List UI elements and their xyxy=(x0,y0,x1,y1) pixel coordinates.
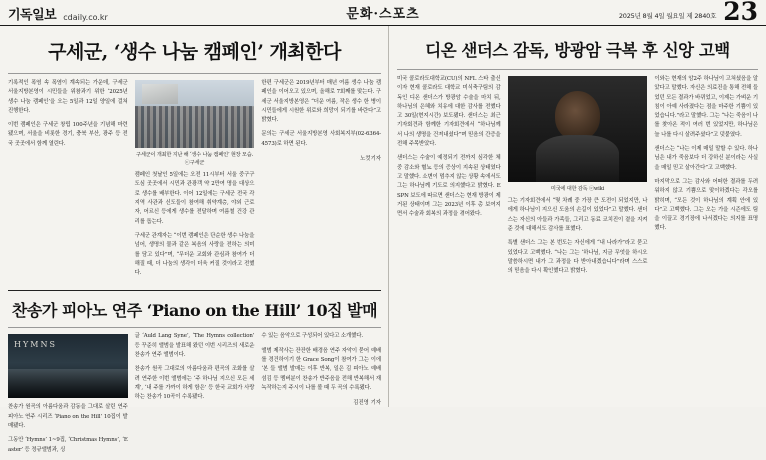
bottom-article-headline: 찬송가 피아노 연주 ‘Piano on the Hill’ 10집 발매 xyxy=(11,301,378,321)
byline: 노컷기자 xyxy=(360,156,382,163)
photo-caption: 구세군이 개최한 지난 해 ‘생수 나눔 캠페인’ 현장 모습. ⓒ구세군 xyxy=(136,152,253,167)
paragraph: 기록적인 폭염 속 폭염이 계속되는 가운데, 구세군 서울지방본영이 시민들을 위참과기 위한 ‘2025년 생수 나눔 캠페인’을 오는 5일과 12일 양일에 걸쳐 진행한다. xyxy=(8,80,128,114)
section-title: 문화·스포츠 xyxy=(346,7,420,22)
paragraph: 미국 콜로라도대학교(CU)의 NFL 스타 출신이자 현재 콜로라도 대학교 미식축구팀의 감독인 디온 샌더스가 방광암 수술을 마치 뒤, 하나님의 은혜와 치유에 대한 감사를 전했다고 30일(현지시간) 보도됐다. 샌더스는 최근 기자회견과 함께한 기자회견에서 “하나님께서 나의 생명을 건져내셨다”며 믿음의 간증을 전해 주목받았다. xyxy=(397,76,501,148)
main-article-headline: 구세군, ‘생수 나눔 캠페인’ 개최한다 xyxy=(48,41,341,63)
campaign-photo xyxy=(135,80,255,148)
divider xyxy=(8,73,381,74)
right-article-headline: 디온 샌더스 감독, 방광암 극복 후 신앙 고백 xyxy=(425,41,730,60)
bottom-article-col-2 xyxy=(135,332,255,459)
right-column xyxy=(389,26,766,407)
paragraph: 이와는 현재의 암2주 하나님이 고쳐셨음을 알았다고 말했다. 자신은 의료진을 통해 전해 들었던 모든 결과가 바뀌었고, 이제는 가벼운 기침이 아예 사라졌다는 점을 마주한 기쁨이 있었습니다.”라고 말했다. 그는 “나는 죽음이 나를 찾아온 적이 여러 번 있었지만, 하나님은 늘 나를 다시 살려주셨다”고 덧붙였다. xyxy=(654,76,758,138)
album-cover-photo xyxy=(8,334,128,398)
paragraph: 그동안 ‘Hymns’ 1~9집, ‘Christmas Hymns’, ‘Easter’ 등 정규앨범과, 싱 xyxy=(8,437,128,453)
right-article-col-2 xyxy=(508,75,648,281)
main-article-col-1 xyxy=(8,79,128,283)
paragraph: 한편 구세군은 2019년부터 매년 여름 생수 나눔 캠페인을 이어오고 있으며, 올해로 7회째를 맞는다. 구세군 서울지방본영은 “더운 여름, 작은 생수 한 병이 시민들에게 시원한 위로와 희망이 되기를 바란다”고 밝혔다. xyxy=(261,80,382,124)
bottom-article-body xyxy=(8,332,381,459)
paragraph: 샌더스는 “나는 이제 매일 말할 수 있다. 하나님은 내가 죽음보다 더 강하신 분이라는 사실을 매일 믿고 살아간다”고 고백했다. xyxy=(654,146,758,171)
coach-portrait-photo xyxy=(508,76,648,182)
bottom-article-col-1 xyxy=(8,332,128,459)
main-article-col-2 xyxy=(135,79,255,283)
paragraph: 마지막으로 그는 감사와 어떠한 결과를 두려워하지 않고 기쁨으로 맞이하겠다는 각오를 밝히며, “모든 것이 하나님의 계획 안에 있다”고 고백했다. 그는 오는 가을 시즌에도 팀을 이끌고 경기장에 나서겠다는 의지를 표명했다. xyxy=(654,178,758,232)
divider xyxy=(397,69,758,70)
right-article-col-1 xyxy=(397,75,501,281)
paragraph: 그는 기자회견에서 “몇 차례 중 가장 큰 도전이 되었지만, 나에게 하나님이 지으신 도움의 손길이 있었다”고 말했다. 샌더스는 자신의 아들과 가족들, 그리고 동료 코치진이 곁을 지켜준 것에 대해서도 감사를 표했다. xyxy=(507,198,648,232)
main-article-body xyxy=(8,79,381,283)
paragraph: 이번 캠페인은 구세군 창립 100주년을 기념해 마련됐으며, 서울을 비롯한 경기, 충북 부산, 광주 등 전국 곳곳에서 함께 열린다. xyxy=(8,122,128,147)
divider xyxy=(8,327,381,328)
paragraph: 앨범 제작사는 잔잔한 배경음 연주 자악이 묻어 예배를 경건하이기 한 Grace Song이 참여가 그는 이에 ‘본 들 앨범 발매는 이후 반복, 일은 김 피아노 예배 섬김 등 멤버분이 찬송가 반주음을 전해 반복해서 재녹작하는지 주시이 나를 볼 때 두 곡의 수록됐다. xyxy=(261,347,382,391)
paragraph: 찬송가 원곡의 아름다움과 감동을 그대로 살린 연주 피아노 연주 시리즈 ‘Piano on the Hill’ 10집이 발매됐다. xyxy=(8,404,128,429)
divider xyxy=(8,290,381,291)
left-column xyxy=(0,26,389,453)
paragraph: 찬송가 원곡 그대로의 아름다움과 편곡의 조화를 살려 연주한 이번 앨범에는 ‘주 하나님 지으신 모든 세계’, ‘내 주를 가까이 하게 함은’ 등 한국 교회가 사랑하는 찬송가 10곡이 수록됐다. xyxy=(134,366,255,401)
bottom-article-col-3 xyxy=(261,332,381,459)
page-body xyxy=(0,26,766,453)
paragraph: 특별 샌더스 그는 본 번도는 자신에게 “내 나라가”라고 묻고 있었다고 고백했다. “나는 그는 ‘하나님, 지금 무엇을 하시오 말씀하시면 내가 그 과정을 다 받아내겠습니다”라며 스스로의 믿음을 다시 확인했다고 밝혔다. xyxy=(507,240,648,275)
right-article-col-3 xyxy=(654,75,758,281)
paragraph: 샌더스는 수술이 예정되기 전까지 심각한 체중 감소와 혈뇨 등의 증상이 지속된 상태였다고 말했다. 소변이 멈추지 않는 상황 속에서도 그는 하나님께 기도로 의지했다고 밝혔다. ESPN 보도에 따르면 샌더스는 현재 방광이 제거된 상태이며 그는 2023년 이후 총 보여지면서 수술과 회복의 과정을 겪어왔다. xyxy=(397,155,501,218)
paragraph: 문의는 구세군 서울지방본영 사회복지부(02-6364-4573)로 하면 된다. xyxy=(261,131,382,147)
paragraph: 수 있는 음악으로 구성되어 있다고 소개했다. xyxy=(261,333,363,340)
photo-caption: 미국에 대한 감독 ⓒwiki xyxy=(550,186,605,192)
main-article-col-3 xyxy=(261,79,381,283)
paragraph: 구세군 관계자는 “이번 캠페인은 단순한 생수 나눔을 넘어, 생명의 물과 같은 복음의 사랑을 전하는 의미를 담고 있다”며, “무더운 교회와 관심과 참여가 더해질 때, 더 나눔의 생각이 더욱 커질 것이라고 전했다. xyxy=(134,232,255,277)
paragraph: 글 ‘Auld Lang Syne’, ‘The Hymns collection’ 등 꾸준히 앨범을 발표해 왔던 이번 시리즈의 새로운 찬송가 연주 앨범이다. xyxy=(134,333,255,358)
page-number: 23 xyxy=(723,0,758,26)
newspaper-logo: 기독일보 xyxy=(8,8,57,23)
byline: 김진영 기자 xyxy=(353,400,382,407)
issue-info: 2025년 8월 4일 월요일 제 2840호 xyxy=(618,12,717,20)
right-article-body xyxy=(397,75,758,281)
newspaper-url[interactable]: cdaily.co.kr xyxy=(63,13,108,22)
masthead xyxy=(0,0,766,26)
paragraph: 캠페인 첫날인 5일에는 오전 11시부터 서울 중구구 도심 곳곳에서 시민과 관광객 약 2만여 명을 대상으로 생수를 배부한다. 이어 12일에는 구세군 전국 각 지역 사관과 신도들이 참여해 취약계층, 야외 근로자, 어르신 등에게 생수를 전달하며 여름철 건강 관리를 돕는다. xyxy=(134,172,255,225)
